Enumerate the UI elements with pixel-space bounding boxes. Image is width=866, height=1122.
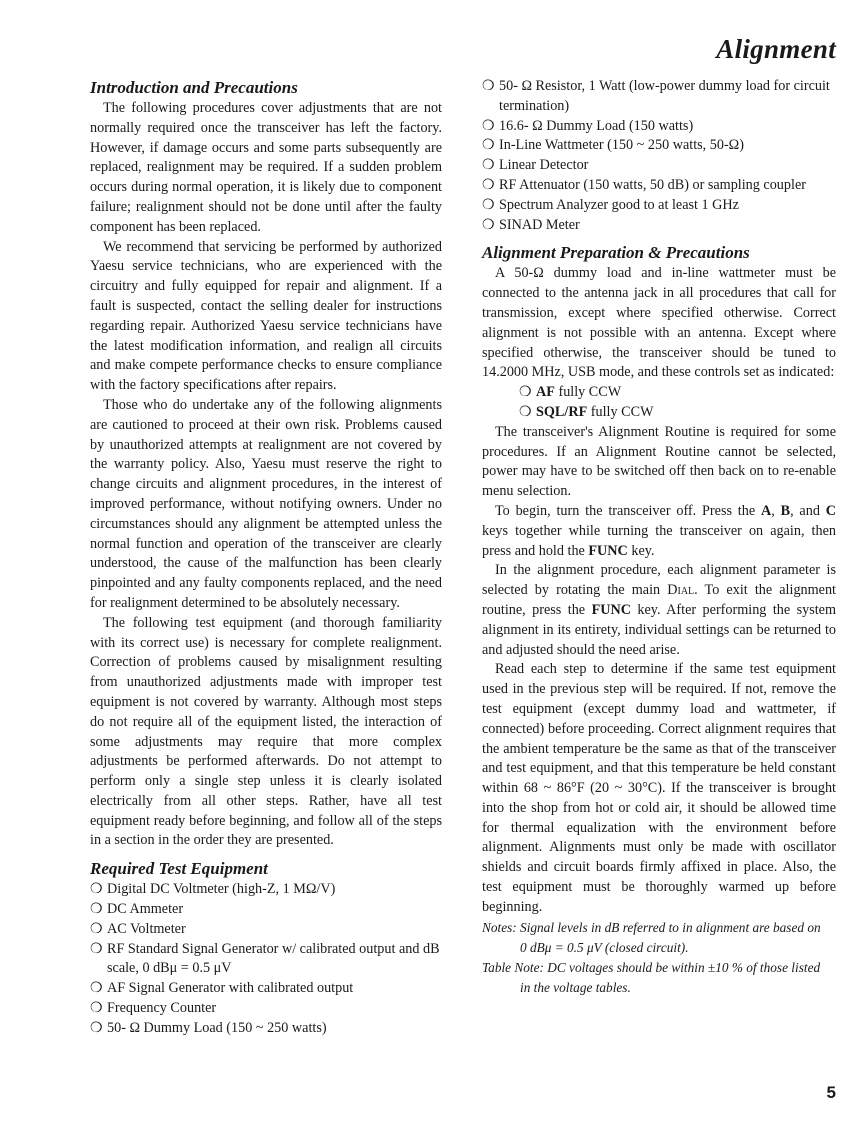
list-item: ❍ Frequency Counter — [90, 999, 442, 1019]
circle-bullet-icon: ❍ — [90, 940, 103, 957]
circle-bullet-icon: ❍ — [482, 157, 495, 174]
circle-bullet-icon: ❍ — [482, 78, 495, 94]
list-item: ❍ Spectrum Analyzer good to at least 1 GHz — [482, 196, 836, 216]
list-item: ❍ AF Signal Generator with calibrated output — [90, 979, 442, 999]
intro-paragraph-3: Those who do undertake any of the following alignments are cautioned to proceed at their own risk. Problems caused by unauthorized attempts at realignment are not covered by the warranty policy. Also, Yaesu must reserve the right to change circuits and alignment procedures, in the interest of improved performance, without notifying owners. Under no circumstances should any alignment be attempted unless the normal function and operation of the transceiver are clearly understood, the cause of the malfunction has been clearly pinpointed and any faulty components replaced, and the need for realignment determined to be absolutely necessary. — [90, 396, 442, 611]
list-item: ❍ RF Standard Signal Generator w/ calibrated output and dB scale, 0 dBμ = 0.5 μV — [90, 940, 440, 977]
prep-paragraph-4: In the alignment procedure, each alignment parameter is selected by rotating the main Dial. To exit the alignment routine, press the FUNC key. After performing the system alignment in its entirety, individual settings can be returned to and adjusted should the need arise. — [482, 562, 837, 658]
prep-heading: Alignment Preparation & Precautions — [482, 243, 750, 263]
intro-heading: Introduction and Precautions — [90, 78, 298, 97]
circle-bullet-icon: ❍ — [519, 403, 532, 420]
note-table: Table Note: DC voltages should be within ±10 % of those listed in the voltage tables. — [482, 959, 821, 995]
circle-bullet-icon: ❍ — [90, 901, 103, 918]
list-item: ❍ 50- Ω Resistor, 1 Watt (low-power dummy load for circuit termination) — [482, 78, 830, 114]
circle-bullet-icon: ❍ — [482, 216, 495, 233]
prep-paragraph-3: To begin, turn the transceiver off. Press the A, B, and C keys together while turning the transceiver on again, then press and hold the FUNC key. — [482, 502, 836, 559]
circle-bullet-icon: ❍ — [90, 920, 103, 937]
left-column — [90, 77, 442, 1039]
circle-bullet-icon: ❍ — [90, 881, 103, 898]
intro-paragraph-2: We recommend that servicing be performed by authorized Yaesu service technicians, who are experienced with the circuitry and fully equipped for repair and alignment. If a fault is suspected, contact the selling dealer for instructions regarding repair. Authorized Yaesu service technicians have the latest modification information, and realign all circuits and make compete performance checks to ensure compliance with the factory specifications after repairs. — [90, 238, 442, 394]
list-item: ❍ Digital DC Voltmeter (high-Z, 1 MΩ/V) — [90, 880, 442, 900]
prep-paragraph-2: The transceiver's Alignment Routine is required for some procedures. If an Alignment Routine cannot be selected, power may have to be switched off then back on to re-enable menu selection. — [482, 423, 836, 500]
circle-bullet-icon: ❍ — [482, 137, 495, 154]
list-item: ❍ DC Ammeter — [90, 900, 442, 920]
note-signal-levels: Notes: Signal levels in dB referred to in alignment are based on 0 dBμ = 0.5 μV (closed circuit). — [482, 919, 821, 955]
circle-bullet-icon: ❍ — [519, 384, 532, 401]
list-item: ❍ AC Voltmeter — [90, 920, 442, 940]
equipment-heading: Required Test Equipment — [90, 859, 268, 879]
list-item: ❍ SINAD Meter — [482, 216, 836, 236]
list-item: ❍ In-Line Wattmeter (150 ~ 250 watts, 50-Ω) — [482, 136, 836, 156]
circle-bullet-icon: ❍ — [482, 176, 495, 193]
list-item: ❍ 50- Ω Dummy Load (150 ~ 250 watts) — [90, 1019, 442, 1039]
intro-paragraph-1: The following procedures cover adjustments that are not normally required once the transceiver has left the factory. However, if damage occurs and some parts subsequently are replaced, realignment may be required. If a sudden problem occurs during normal operation, it is likely due to component failure; realignment should not be done until after the faulty component has been replaced. — [90, 100, 442, 235]
circle-bullet-icon: ❍ — [482, 196, 495, 213]
list-item: ❍ Linear Detector — [482, 156, 836, 176]
intro-paragraph-4: The following test equipment (and thorough familiarity with its correct use) is necessary for complete realignment. Correction of problems caused by misalignment resulting from unauthorized adjustments made with improper test equipment is not covered by warranty. Although most steps do not require all of the equipment listed, the interaction of some adjustments may require that more complex adjustments be performed afterwards. Do not attempt to perform only a single step unless it is clearly isolated electrically from all other steps. Rather, have all test equipment ready before beginning, and follow all of the steps in a section in the order they are presented. — [90, 614, 442, 849]
list-item: ❍ 16.6- Ω Dummy Load (150 watts) — [482, 117, 836, 137]
control-setting-sql-rf: ❍ SQL/RF fully CCW — [482, 403, 836, 423]
page-title: Alignment — [716, 34, 836, 64]
list-item: ❍ RF Attenuator (150 watts, 50 dB) or sampling coupler — [482, 176, 836, 196]
circle-bullet-icon: ❍ — [90, 1019, 103, 1036]
prep-paragraph-5: Read each step to determine if the same test equipment used in the previous step will be required. If not, remove the test equipment (except dummy load and wattmeter, if connected) before proceeding. Correct alignment requires that the ambient temperature be the same as that of the transceiver and test equipment, and that this temperature be held constant within 68 ~ 86°F (20 ~ 30°C). If the transceiver is brought into the shop from hot or cold air, it should be allowed time for thermal equalization with the environment before alignment. Alignments must only be made with oscillator shields and circuit boards firmly affixed in place. Also, the test equipment must be thoroughly warmed up before beginning. — [482, 661, 836, 915]
equipment-list-right — [482, 77, 836, 235]
equipment-list-left — [90, 880, 442, 1038]
page-number: 5 — [826, 1083, 836, 1102]
circle-bullet-icon: ❍ — [90, 1000, 103, 1017]
control-setting-af: ❍ AF fully CCW — [482, 383, 836, 403]
prep-paragraph-1: A 50-Ω dummy load and in-line wattmeter must be connected to the antenna jack in all procedures that call for transmission, except where specified otherwise. Correct alignment is not possible with an antenna. Except where specified otherwise, the transceiver should be tuned to 14.2000 MHz, USB mode, and these controls set as indicated: — [482, 265, 836, 381]
circle-bullet-icon: ❍ — [90, 980, 103, 997]
circle-bullet-icon: ❍ — [482, 117, 495, 134]
right-column — [482, 77, 836, 998]
